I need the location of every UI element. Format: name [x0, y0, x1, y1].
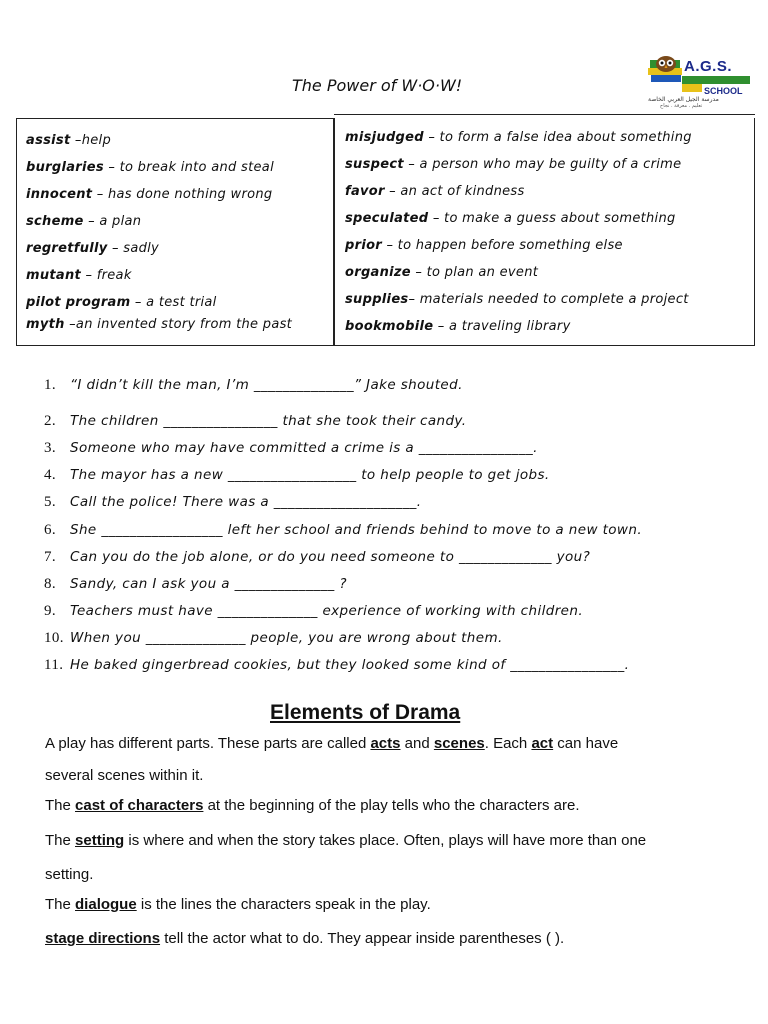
drama-paragraph: stage directions tell the actor what to do. They appear inside parentheses ( ).	[45, 930, 565, 947]
vocab-entry: supplies– materials needed to complete a project	[345, 292, 689, 307]
question-item: 2. The children ________________ that she took their candy.	[44, 413, 467, 429]
logo-school-label: SCHOOL	[704, 86, 743, 96]
vocab-entry: misjudged – to form a false idea about something	[345, 130, 692, 145]
vocab-entry: favor – an act of kindness	[345, 184, 525, 199]
logo-name: A.G.S.	[684, 58, 733, 75]
school-logo	[646, 56, 754, 108]
vocab-box-right-top-border	[334, 114, 755, 115]
page-title: The Power of W·O·W!	[292, 76, 463, 95]
vocab-entry: suspect – a person who may be guilty of a crime	[345, 157, 682, 172]
logo-arabic-slogan: تعليم . معرفة . نجاح	[660, 103, 703, 109]
question-item: 9. Teachers must have ______________ experience of working with children.	[44, 603, 584, 619]
drama-paragraph: several scenes within it.	[45, 767, 204, 784]
question-item: 8. Sandy, can I ask you a ______________ ?	[44, 576, 347, 592]
drama-paragraph: The cast of characters at the beginning of the play tells who the characters are.	[45, 797, 580, 814]
question-item: 5. Call the police! There was a ____________________.	[44, 494, 422, 510]
question-item: 3. Someone who may have committed a crime is a ________________.	[44, 440, 538, 456]
section-title: Elements of Drama	[270, 701, 461, 724]
vocab-entry: prior – to happen before something else	[345, 238, 623, 253]
question-item: 7. Can you do the job alone, or do you need someone to _____________ you?	[44, 549, 591, 565]
question-item: 11. He baked gingerbread cookies, but they looked some kind of ________________.	[44, 657, 630, 673]
vocab-entry: assist –help	[26, 133, 112, 148]
drama-paragraph: The dialogue is the lines the characters speak in the play.	[45, 896, 431, 913]
question-item: 6. She _________________ left her school and friends behind to move to a new town.	[44, 522, 643, 538]
vocab-entry: speculated – to make a guess about something	[345, 211, 676, 226]
vocab-entry: regretfully – sadly	[26, 241, 160, 256]
vocab-box-left	[16, 118, 334, 346]
question-item: 4. The mayor has a new __________________ to help people to get jobs.	[44, 467, 550, 483]
vocab-box-right	[334, 118, 755, 346]
vocab-entry: organize – to plan an event	[345, 265, 539, 280]
vocab-entry: scheme – a plan	[26, 214, 142, 229]
drama-paragraph: A play has different parts. These parts are called acts and scenes. Each act can have	[45, 735, 619, 752]
vocab-entry: mutant – freak	[26, 268, 132, 283]
logo-arabic-name: مدرسة الجيل العربي الخاصة	[648, 96, 719, 103]
question-item: 10. When you ______________ people, you are wrong about them.	[44, 630, 503, 646]
vocab-entry: myth –an invented story from the past	[26, 317, 293, 332]
drama-paragraph: setting.	[45, 866, 94, 883]
question-item: 1. “I didn’t kill the man, I’m ______________” Jake shouted.	[44, 377, 463, 393]
vocab-entry: pilot program – a test trial	[26, 295, 217, 310]
vocab-entry: bookmobile – a traveling library	[345, 319, 571, 334]
vocab-entry: burglaries – to break into and steal	[26, 160, 274, 175]
drama-paragraph: The setting is where and when the story takes place. Often, plays will have more than one	[45, 832, 647, 849]
vocab-entry: innocent – has done nothing wrong	[26, 187, 273, 202]
